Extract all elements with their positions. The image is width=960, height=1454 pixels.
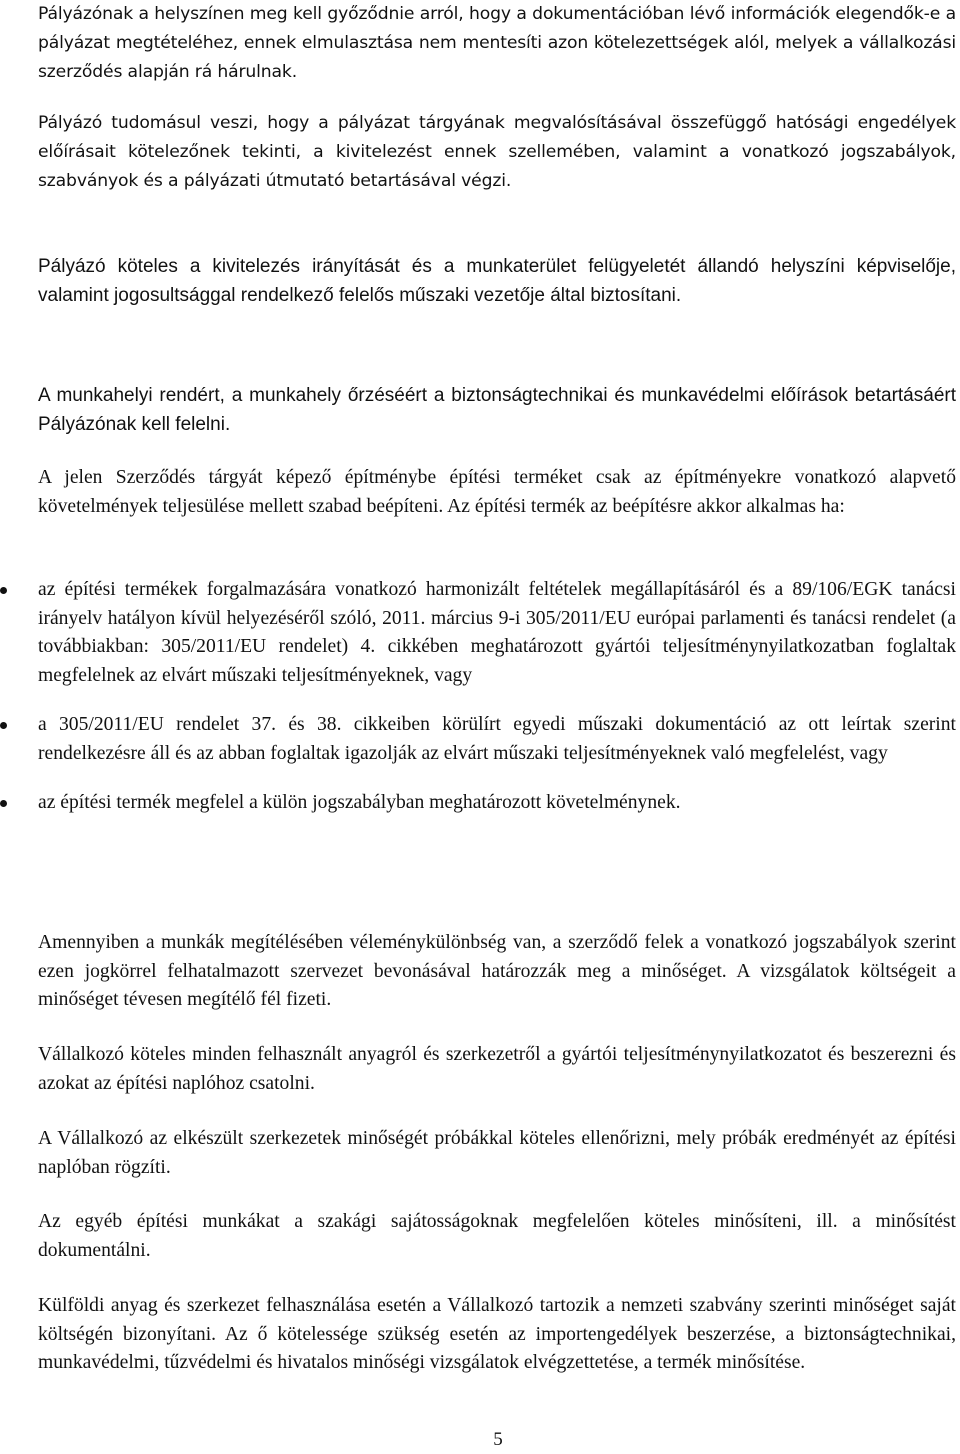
paragraph-site-safety: A munkahelyi rendért, a munkahely őrzéséért a biztonságtechnikai és munkavédelmi előírások betartásáért Pályázónak kell felelni. xyxy=(38,385,956,435)
paragraph-site-supervision: Pályázó köteles a kivitelezés irányítását és a munkaterület felügyeletét állandó helyszíni képviselője, valamint jogosultsággal rendelkező felelős műszaki vezetője által biztosítani. xyxy=(38,256,956,306)
paragraph-other-works-rating: Az egyéb építési munkákat a szakági sajátosságoknak megfelelően köteles minősíteni, ill. a minősítést dokumentálni. xyxy=(38,1211,956,1261)
bullet-icon xyxy=(0,587,7,594)
paragraph-quality-testing: A Vállalkozó az elkészült szerkezetek minőségét próbákkal köteles ellenőrizni, mely próbák eredményét az építési naplóban rögzíti. xyxy=(38,1128,956,1178)
conditions-list xyxy=(38,576,956,818)
paragraph-site-inspection: Pályázónak a helyszínen meg kell győződnie arról, hogy a dokumentációban lévő információk elegendők-e a pályázat megtételéhez, ennek elmulasztása nem mentesíti azon kötelezettségek alól, melyek a vállalkozási szerződés alapján rá hárulnak. xyxy=(38,4,956,82)
bullet-icon xyxy=(0,722,7,729)
list-item: az építési termékek forgalmazására vonatkozó harmonizált feltételek megállapításáról és a 89/106/EGK tanácsi irányelv hatályon kívül helyezéséről szóló, 2011. március 9-i 305/2011/EU európai parlamenti és tanácsi rendelet (a továbbiakban: 305/2011/EU rendelet) 4. cikkében meghatározott gyártói teljesítménynyilatkozatban foglaltak megfelelnek az elvárt műszaki teljesítményeknek, vagy xyxy=(38,576,956,690)
paragraph-performance-declaration: Vállalkozó köteles minden felhasznált anyagról és szerkezetről a gyártói teljesítménynyilatkozatot és beszerezni és azokat az építési naplóhoz csatolni. xyxy=(38,1044,956,1094)
list-item: az építési termék megfelel a külön jogszabályban meghatározott követelménynek. xyxy=(38,789,956,818)
paragraph-quality-dispute: Amennyiben a munkák megítélésében véleménykülönbség van, a szerződő felek a vonatkozó jogszabályok szerint ezen jogkörrel felhatalmazott szervezet bevonásával határozzák meg a minőséget. A vizsgálatok költségeit a minőséget tévesen megítélő fél fizeti. xyxy=(38,932,956,1010)
paragraph-permits-compliance: Pályázó tudomásul veszi, hogy a pályázat tárgyának megvalósításával összefüggő hatósági engedélyek előírásait kötelezőnek tekinti, a kivitelezést ennek szellemében, valamint a vonatkozó jogszabályok, szabványok és a pályázati útmutató betartásával végzi. xyxy=(38,113,956,191)
paragraph-foreign-materials: Külföldi anyag és szerkezet felhasználása esetén a Vállalkozó tartozik a nemzeti szabvány szerinti minőséget saját költségén bizonyítani. Az ő kötelessége szükség esetén az importengedélyek beszerzése, a biztonságtechnikai, munkavédelmi, tűzvédelmi és hivatalos minőségi vizsgálatok elvégzettetése, a termék minősítése. xyxy=(38,1295,956,1373)
paragraph-construction-products: A jelen Szerződés tárgyát képező építménybe építési terméket csak az építményekre vonatkozó alapvető követelmények teljesülése mellett szabad beépíteni. Az építési termék az beépítésre akkor alkalmas ha: xyxy=(38,467,956,517)
page-number: 5 xyxy=(493,1429,503,1450)
bullet-icon xyxy=(0,800,7,807)
list-item: a 305/2011/EU rendelet 37. és 38. cikkeiben körülírt egyedi műszaki dokumentáció az ott leírtak szerint rendelkezésre áll és az abban foglaltak igazolják az elvárt műszaki teljesítményeknek való megfelelést, vagy xyxy=(38,711,956,768)
